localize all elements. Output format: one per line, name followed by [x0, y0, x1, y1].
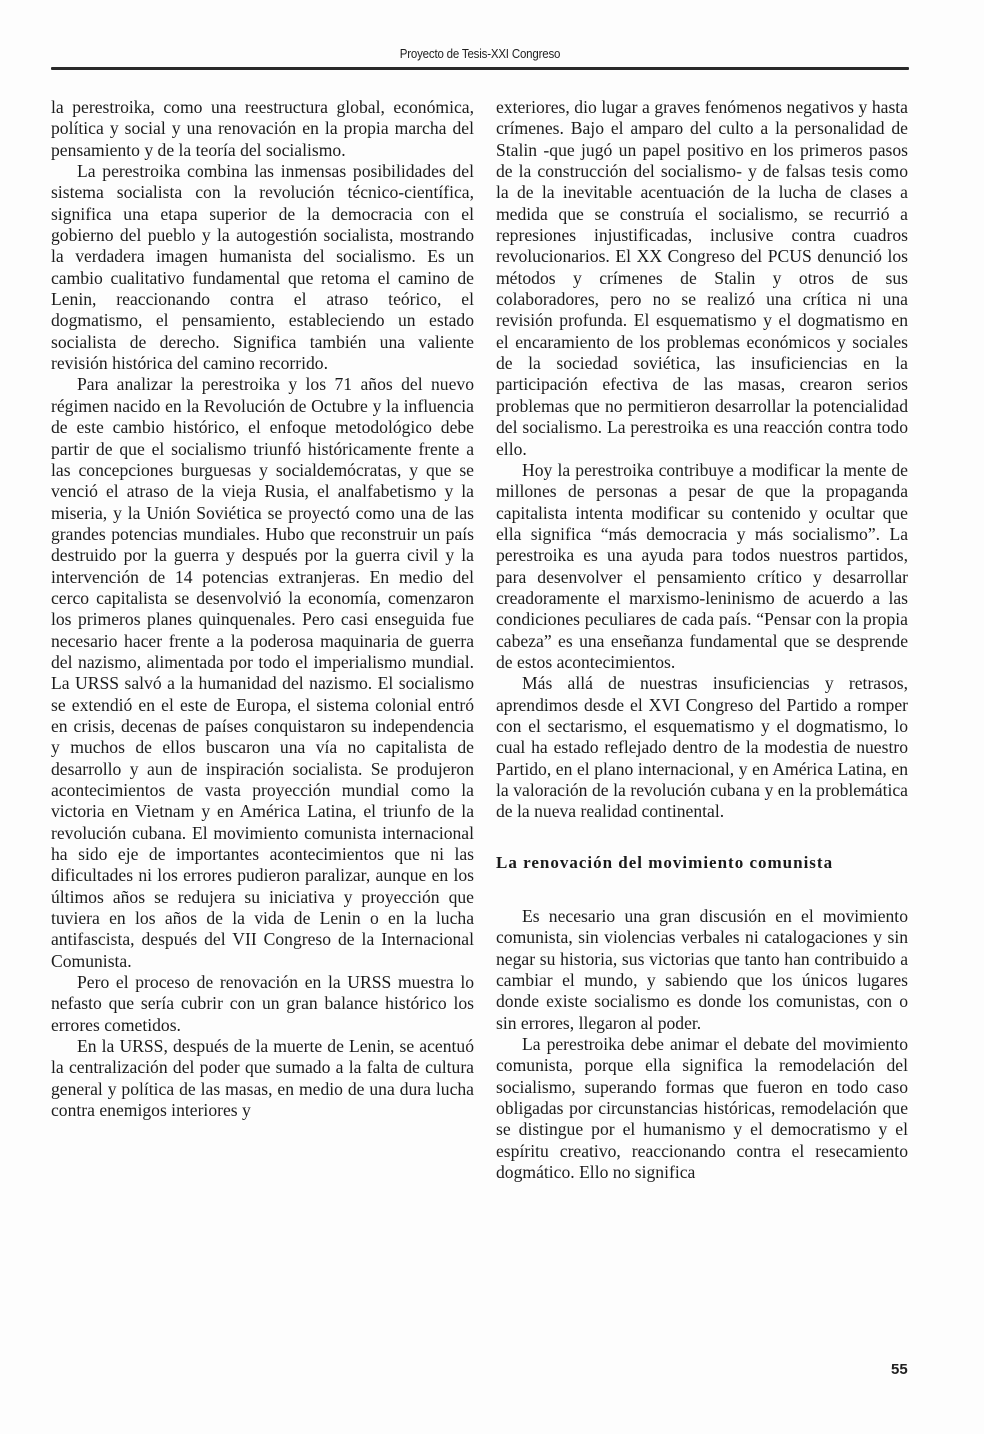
paragraph: La perestroika combina las inmensas posibilidades del sistema socialista con la revolución técnico-científica, significa una etapa superior de la democracia con el gobierno del pueblo y la autogestión socialista, mostrando la verdadera imagen humanista del socialismo. Es un cambio cualitativo fundamental que retoma el camino de Lenin, reaccionando contra el atraso teórico, el dogmatismo, el pensamiento, estableciendo un estado socialista de derecho. Significa también una valiente revisión histórica del camino recorrido.	[51, 161, 474, 374]
paragraph: la perestroika, como una reestructura global, económica, política y social y una renovación en la propia marcha del pensamiento y de la teoría del socialismo.	[51, 97, 474, 160]
paragraph: Más allá de nuestras insuficiencias y retrasos, aprendimos desde el XVI Congreso del Partido a romper con el sectarismo, el esquematismo y el dogmatismo, lo cual ha estado reflejado dentro de la modestia de nuestro Partido, en el plano internacional, y en América Latina, en la valoración de la revolución cubana y en la problemática de la nueva realidad continental.	[496, 673, 908, 822]
paragraph: Pero el proceso de renovación en la URSS muestra lo nefasto que sería cubrir con un gran balance histórico los errores cometidos.	[51, 972, 474, 1035]
paragraph: Para analizar la perestroika y los 71 años del nuevo régimen nacido en la Revolución de Octubre y la influencia de este cambio histórico, el enfoque metodológico debe partir de que el socialismo triunfó históricamente frente a las concepciones burguesas y socialdemócratas, y que se venció el atraso de la vieja Rusia, el analfabetismo y la miseria, y la Unión Soviética se proyectó como una de las grandes potencias mundiales. Hubo que reconstruir un país destruido por la guerra y después por la guerra civil y la intervención de 14 potencias extranjeras. En medio del cerco capitalista se desenvolvió la economía, comenzaron los primeros planes quinquenales. Pero casi enseguida fue necesario hacer frente a la poderosa maquinaria de guerra del nazismo, alimentada por todo el imperialismo mundial. La URSS salvó a la humanidad del nazismo. El socialismo se extendió en el este de Europa, el sistema colonial entró en crisis, decenas de países conquistaron su independencia y muchos de ellos buscaron una vía no capitalista de desarrollo y aun de inspiración socialista. Se produjeron acontecimientos de vasta proyección mundial como la victoria en Vietnam y en América Latina, el triunfo de la revolución cubana. El movimiento comunista internacional ha sido eje de importantes acontecimientos que ni las dificultades ni los errores pudieron paralizar, aunque en los últimos años se redujera su iniciativa y proyección que tuviera en los años de la vida de Lenin o en la lucha antifascista, después del VII Congreso de la Internacional Comunista.	[51, 374, 474, 971]
paragraph: exteriores, dio lugar a graves fenómenos negativos y hasta crímenes. Bajo el amparo del culto a la personalidad de Stalin -que jugó un papel positivo en los primeros pasos de la construcción del socialismo- y de falsas tesis como la de la inevitable acentuación de la lucha de clases a medida que se construía el socialismo, se recurrió a represiones injustificadas, inclusive contra cuadros revolucionarios. El XX Congreso del PCUS denunció los métodos y crímenes de Stalin y otros de sus colaboradores, pero no se realizó una crítica ni una revisión profunda. El esquematismo y el dogmatismo en el encaramiento de los problemas económicos y sociales de la sociedad soviética, las insuficiencias en la participación efectiva de las masas, crearon serios problemas que no permitieron desarrollar la potencialidad del socialismo. La perestroika es una reacción contra todo ello.	[496, 97, 908, 459]
paragraph: Es necesario una gran discusión en el movimiento comunista, sin violencias verbales ni catalogaciones y sin negar su historia, sus victorias que tanto han contribuido a cambiar el mundo, y sabiendo que los únicos lugares donde existe socialismo es donde los comunistas, con o sin errores, llegaron al poder.	[496, 906, 908, 1033]
paragraph: La perestroika debe animar el debate del movimiento comunista, porque ella significa la remodelación del socialismo, superando formas que fueron en todo caso obligadas por circunstancias históricas, remodelación que se distingue por el humanismo y el democratismo y el espíritu creativo, reaccionando contra el resecamiento dogmático. Ello no significa	[496, 1034, 908, 1183]
section-heading: La renovación del movimiento comunista	[496, 852, 834, 872]
header-rule-divider	[51, 67, 909, 70]
page-number: 55	[891, 1361, 908, 1378]
right-text-column	[496, 97, 908, 1184]
paragraph: En la URSS, después de la muerte de Lenin, se acentuó la centralización del poder que sumado a la falta de cultura general y política de las masas, en medio de una dura lucha contra enemigos interiores y	[51, 1036, 474, 1121]
left-text-column	[51, 97, 474, 1122]
paragraph: Hoy la perestroika contribuye a modificar la mente de millones de personas a pesar de que la propaganda capitalista intenta modificar su contenido y ocultar que ella significa “más democracia y más socialismo”. La perestroika es una ayuda para todos nuestros partidos, para desenvolver el pensamiento crítico y desarrollar creadoramente el marxismo-leninismo de acuerdo a las condiciones peculiares de cada país. “Pensar con la propia cabeza” es una enseñanza fundamental que se desprende de estos acontecimientos.	[496, 459, 908, 672]
running-header-title: Proyecto de Tesis-XXI Congreso	[399, 47, 561, 61]
